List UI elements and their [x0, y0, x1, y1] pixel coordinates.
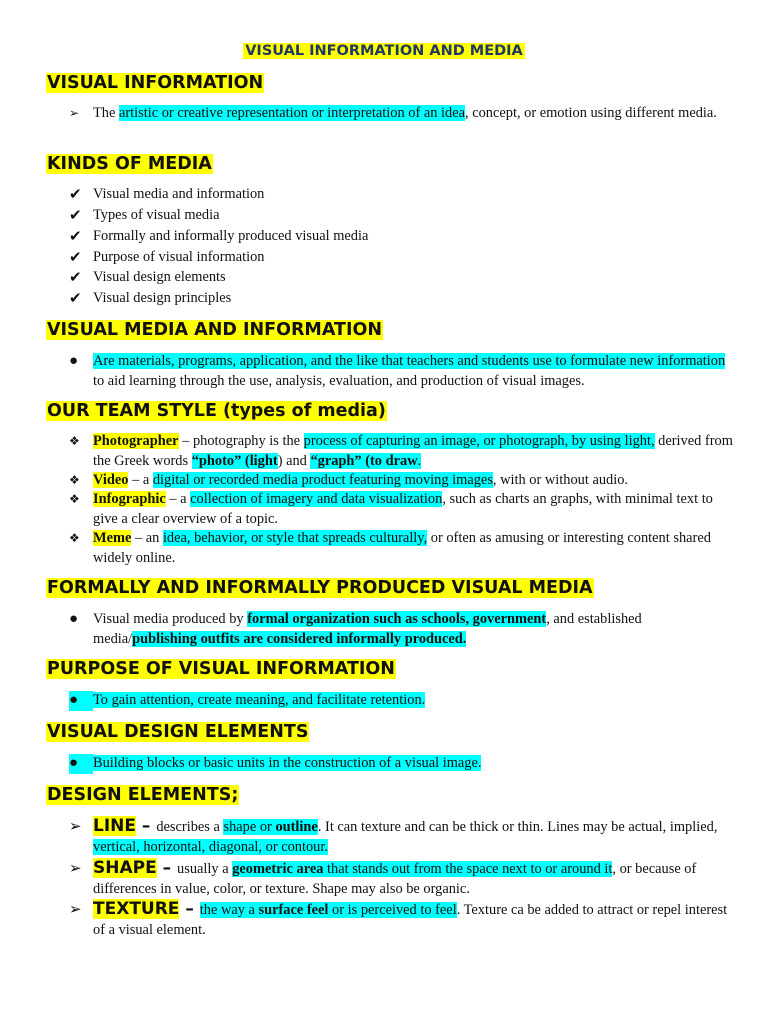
list-item: ✔ Formally and informally produced visual media: [69, 227, 369, 245]
checkmark-icon: ✔: [69, 248, 82, 266]
checkmark-icon: ✔: [69, 289, 82, 307]
heading-visual-design-elements: VISUAL DESIGN ELEMENTS: [47, 722, 309, 742]
diamond-bullet-icon: ❖: [69, 531, 80, 545]
design-element-texture: ➢ TEXTURE – the way a surface feel or is perceived to feel. Texture ca be added to attract or repel interest of a visual element.: [69, 899, 728, 938]
checkmark-icon: ✔: [69, 185, 82, 203]
list-item: ✔ Purpose of visual information: [69, 248, 265, 266]
design-element-shape: ➢ SHAPE – usually a geometric area that stands out from the space next to or around it, or because of differences in value, color, or texture. Shape may also be organic.: [69, 858, 697, 897]
heading-team-style: OUR TEAM STYLE (types of media): [47, 401, 386, 421]
checkmark-icon: ✔: [69, 268, 82, 286]
list-item-infographic: ❖ Infographic – a collection of imagery and data visualization, such as charts an graphs, with minimal text to give a clear overview of a topic.: [69, 491, 713, 527]
arrow-bullet-icon: ➢: [69, 106, 80, 120]
list-item-meme: ❖ Meme – an idea, behavior, or style that spreads culturally, or often as amusing or interesting content shared widely online.: [69, 530, 711, 566]
document-title: VISUAL INFORMATION AND MEDIA: [245, 43, 523, 59]
design-element-line: ➢ LINE – describes a shape or outline. It can texture and can be thick or thin. Lines may be actual, implied, vertical, horizontal, diagonal, or contour.: [69, 816, 718, 855]
arrow-bullet-icon: ➢: [69, 817, 82, 835]
visual-information-item: ➢ The artistic or creative representation or interpretation of an idea, concept, or emotion using different media.: [93, 104, 733, 124]
heading-formal-informal: FORMALLY AND INFORMALLY PRODUCED VISUAL MEDIA: [47, 578, 593, 598]
heading-visual-media-and-information: VISUAL MEDIA AND INFORMATION: [47, 320, 383, 340]
list-item: ✔ Visual media and information: [69, 185, 265, 203]
heading-purpose: PURPOSE OF VISUAL INFORMATION: [47, 659, 395, 679]
heading-visual-information: VISUAL INFORMATION: [47, 73, 264, 93]
visual-design-elements-item: ● Building blocks or basic units in the construction of a visual image.: [93, 754, 733, 774]
bullet-icon: ●: [69, 353, 79, 369]
visual-media-item: ● Are materials, programs, application, and the like that teachers and students use to formulate new information to aid learning through the use, analysis, evaluation, and production of visual images.: [69, 353, 726, 389]
bullet-icon: ●: [69, 691, 93, 711]
list-item-video: ❖ Video – a digital or recorded media product featuring moving images, with or without audio.: [93, 471, 733, 491]
checkmark-icon: ✔: [69, 227, 82, 245]
bullet-icon: ●: [69, 754, 93, 774]
list-item-photographer: ❖ Photographer – photography is the process of capturing an image, or photograph, by using light, derived from the Greek words “photo” (light) and “graph” (to draw.: [69, 433, 733, 469]
arrow-bullet-icon: ➢: [69, 900, 82, 918]
diamond-bullet-icon: ❖: [69, 434, 80, 448]
purpose-item: ● To gain attention, create meaning, and facilitate retention.: [93, 691, 733, 711]
formal-informal-item: ● Visual media produced by formal organization such as schools, government, and established media/publishing outfits are considered informally produced.: [69, 611, 642, 647]
list-item: ✔ Types of visual media: [69, 206, 220, 224]
diamond-bullet-icon: ❖: [69, 492, 80, 506]
checkmark-icon: ✔: [69, 206, 82, 224]
list-item: ✔ Visual design principles: [69, 289, 232, 307]
arrow-bullet-icon: ➢: [69, 859, 82, 877]
bullet-icon: ●: [69, 611, 79, 627]
diamond-bullet-icon: ❖: [69, 473, 80, 487]
list-item: ✔ Visual design elements: [69, 268, 226, 286]
heading-kinds-of-media: KINDS OF MEDIA: [47, 154, 212, 174]
heading-design-elements: DESIGN ELEMENTS;: [47, 785, 239, 805]
